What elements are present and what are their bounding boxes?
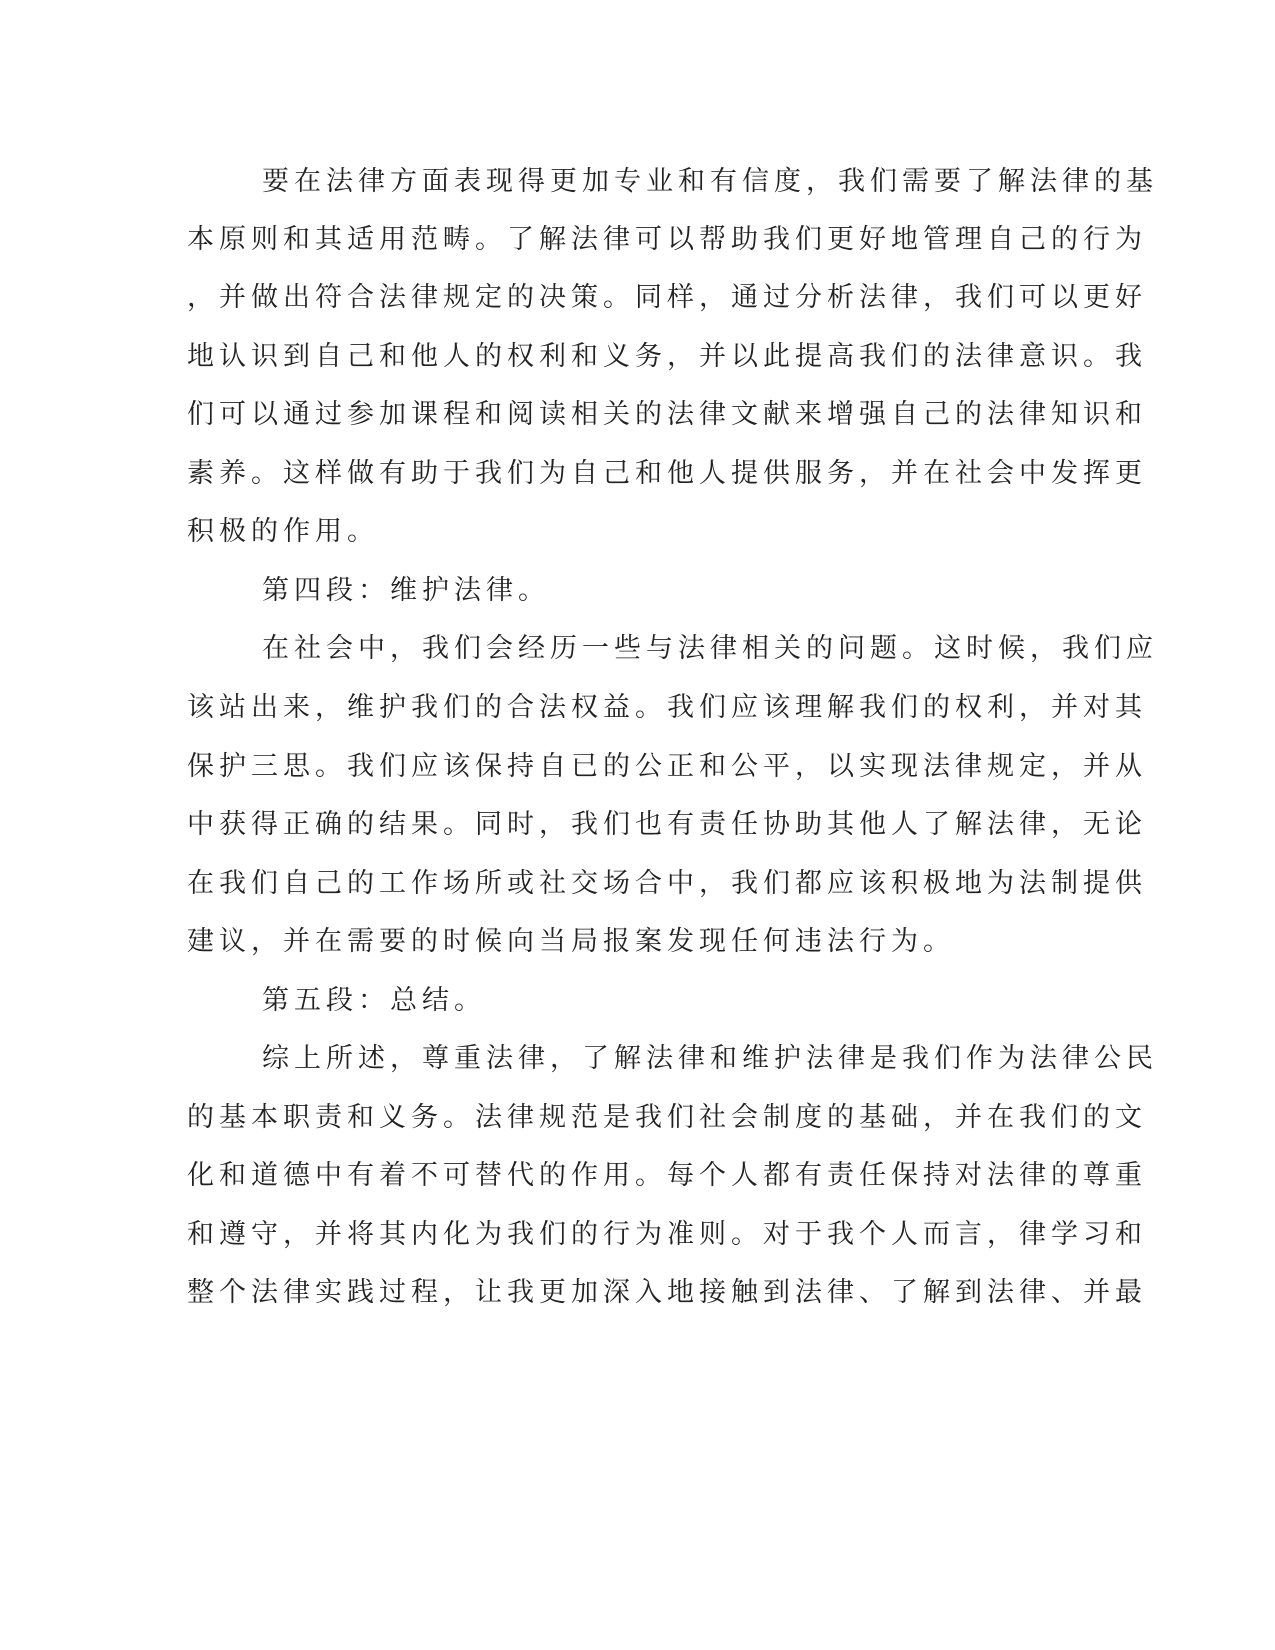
paragraph-5-line-4: 和遵守，并将其内化为我们的行为准则。对于我个人而言，律学习和	[187, 1219, 1147, 1250]
paragraph-3-line-4: 地认识到自己和他人的权利和义务，并以此提高我们的法律意识。我	[187, 341, 1147, 372]
paragraph-3-line-2: 本原则和其适用范畴。了解法律可以帮助我们更好地管理自己的行为	[187, 224, 1147, 255]
paragraph-3-line-1: 要在法律方面表现得更加专业和有信度，我们需要了解法律的基	[262, 166, 1158, 197]
paragraph-3-line-7: 积极的作用。	[187, 516, 379, 547]
paragraph-4-line-3: 保护三思。我们应该保持自已的公正和公平，以实现法律规定，并从	[187, 751, 1147, 782]
paragraph-5-line-5: 整个法律实践过程，让我更加深入地接触到法律、了解到法律、并最	[187, 1277, 1147, 1308]
paragraph-3-line-5: 们可以通过参加课程和阅读相关的法律文献来增强自己的法律知识和	[187, 399, 1147, 430]
paragraph-4-line-4: 中获得正确的结果。同时，我们也有责任协助其他人了解法律，无论	[187, 809, 1147, 840]
paragraph-4-line-5: 在我们自己的工作场所或社交场合中，我们都应该积极地为法制提供	[187, 868, 1147, 899]
paragraph-4-line-2: 该站出来，维护我们的合法权益。我们应该理解我们的权利，并对其	[187, 692, 1147, 723]
section-heading-5: 第五段：总结。	[262, 985, 486, 1016]
paragraph-3-line-6: 素养。这样做有助于我们为自己和他人提供服务，并在社会中发挥更	[187, 458, 1147, 489]
paragraph-3-line-3: ，并做出符合法律规定的决策。同样，通过分析法律，我们可以更好	[187, 282, 1147, 313]
paragraph-5-line-3: 化和道德中有着不可替代的作用。每个人都有责任保持对法律的尊重	[187, 1160, 1147, 1191]
paragraph-4-line-1: 在社会中，我们会经历一些与法律相关的问题。这时候，我们应	[262, 633, 1158, 664]
paragraph-4-line-6: 建议，并在需要的时候向当局报案发现任何违法行为。	[187, 926, 955, 957]
paragraph-5-line-2: 的基本职责和义务。法律规范是我们社会制度的基础，并在我们的文	[187, 1102, 1147, 1133]
section-heading-4: 第四段：维护法律。	[262, 575, 550, 606]
paragraph-5-line-1: 综上所述，尊重法律，了解法律和维护法律是我们作为法律公民	[262, 1043, 1158, 1074]
